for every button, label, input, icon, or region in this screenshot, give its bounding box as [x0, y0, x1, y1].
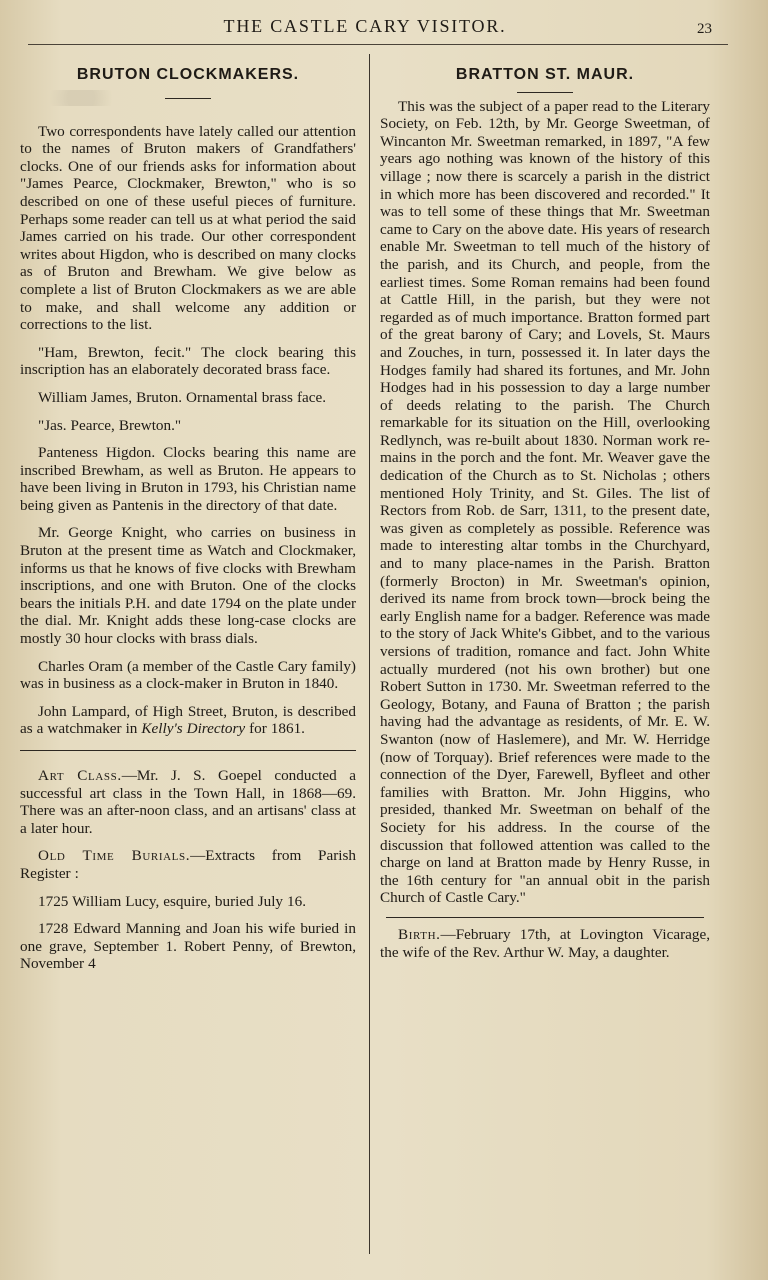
burial-entry-1728: 1728 Edward Manning and Joan his wife buried in one grave, September 1. Robert Penny, of Brewton, November 4 — [20, 920, 356, 973]
george-knight-paragraph: Mr. George Knight, who carries on business in Bruton at the present time as Watch and Clockmaker, informs us that he knows of five clocks with Brewham inscriptions, and one with Bruton. One of the clocks bears the initials P.H. and date 1794 on the plate under the dial. Mr. Knight adds these long-case clocks are mostly 30 hour clocks with brass dials. — [20, 524, 356, 648]
title-rule — [165, 98, 211, 99]
header-rule — [28, 44, 728, 45]
old-time-burials-text: —Extracts from Parish Register : — [20, 847, 356, 882]
section-rule-left — [20, 750, 356, 751]
william-james-paragraph: William James, Bruton. Ornamental brass face. — [38, 388, 327, 406]
old-time-burials-paragraph — [20, 847, 356, 882]
bratton-article-text: This was the subject of a paper read to the Literary Society, on Feb. 12th, by Mr. George Sweetman, of Wincanton Mr. Sweetman remarked, in 1897, "A few years ago nothing was known of the history of this village ; now there is scarcely a parish in the district in which more has been discovered and recorded." It was to tell some of these things that Mr. Sweetman came to Cary on the above date. His years of research enable Mr. Sweetman to tell much of the history of the parish, and its Church, and people, from the earliest times. Some Roman remains had been found at Cattle Hill, in the parish, but they were not regarded as of much importance. Bratton formed part of the great barony of Cary; and Lovels, St. Maurs and Zouches, in turn, possessed it. In later days the Hodges family had shared its fortunes, and Mr. John Hodges had in his possession to day a large number of deeds relating to the parish. The Church remarkable for its situation on the Hill, overlooking Redlynch, was re-built about 1830. Norman work re-mains in the porch and the font. Mr. Weaver gave the dedication of the Church as to St. Nicholas ; others mentioned Holy Trinity, and St. Giles. The list of Rectors from Rob. de Sarr, 1311, to the present date, was given as completely as possible. Reference was made to interesting altar tombs in the Churchyard, and to many place-names in the Parish. Bratton (formerly Brocton) in Mr. Sweetman's opinion, derived its name from brock town—brock being the early English name for a badger. Reference was made to the story of Jack White's Gibbet, and to the various versions of tradition, romance and fact. John White actually murdered (not his own brother) but one Robert Sutton in 1730. Mr. Sweetman referred to the Geology, Botany, and Fauna of Bratton ; the parish having had the advantage as residents, of Mr. E. W. Swanton (now of Haslemere), and Mr. W. Herridge (now of Torquay). Brief references were made to the connection of the Dyer, Farewell, Byfleet and other families with Bratton. Mr. John Higgins, who presided, thanked Mr. Sweetman on behalf of the Society for his address. In the course of the discussion that followed attention was called to the charge on land at Bratton made by Henry Russe, in the 16th century for "an annual obit in the parish Church of Castle Cary." — [380, 97, 710, 907]
article-title-bruton-clockmakers: BRUTON CLOCKMAKERS. — [76, 66, 300, 83]
right-column — [380, 58, 710, 969]
art-class-lead: Art Class. — [38, 767, 122, 784]
title-rule-right — [517, 92, 573, 93]
panteness-higdon-paragraph: Panteness Higdon. Clocks bearing this name are inscribed Brewham, as well as Bruton. He appears to have been living in Bruton in 1793, his Christian name being given as Pantenis in the directory of that date. — [20, 444, 356, 514]
john-lampard-paragraph — [20, 703, 356, 738]
lampard-text-before: John Lampard, of High Street, Bruton, is described as a watchmaker in — [20, 702, 356, 738]
birth-notice-paragraph — [380, 926, 710, 961]
left-column — [20, 58, 356, 983]
art-class-text: —Mr. J. S. Goepel conducted a successful art class in the Town Hall, in 1868—69. There was an after-noon class, and an artisans' class at a later hour. — [20, 767, 357, 837]
charles-oram-paragraph: Charles Oram (a member of the Castle Cary family) was in business as a clock-maker in Bruton in 1840. — [20, 657, 356, 693]
clockmakers-intro-paragraph: Two correspondents have lately called our attention to the names of Bruton makers of Grandfathers' clocks. One of our friends asks for information about "James Pearce, Clockmaker, Brewton," who is so described on one of these useful pieces of furniture. Perhaps some reader can tell us at what period the said James carried on his trade. Our other correspondent writes about Higdon, who is described on many clocks as of Bruton and Brewham. We give below as complete a list of Bruton Clockmakers as we are able to make, and shall welcome any addition or corrections to the list. — [20, 122, 356, 334]
ham-brewton-paragraph: "Ham, Brewton, fecit." The clock bearing this inscription has an elaborately decorated brass face. — [20, 343, 356, 379]
kelly-directory-title: Kelly's Directory — [141, 720, 246, 738]
lampard-text-after: for 1861. — [245, 720, 305, 738]
section-rule-right — [386, 917, 704, 918]
birth-notice-text: —February 17th, at Lovington Vicarage, the wife of the Rev. Arthur W. May, a daughter. — [380, 925, 710, 961]
page-header — [0, 14, 768, 44]
page-number: 23 — [697, 21, 712, 37]
article-title-bratton-st-maur: BRATTON ST. MAUR. — [455, 66, 635, 83]
running-title: THE CASTLE CARY VISITOR. — [223, 16, 507, 36]
column-divider — [369, 54, 370, 1254]
old-time-burials-lead: Old Time Burials. — [38, 847, 191, 865]
burial-entry-1725: 1725 William Lucy, esquire, buried July 16. — [38, 892, 307, 910]
art-class-paragraph — [20, 767, 356, 837]
birth-notice-lead: Birth. — [398, 925, 441, 943]
jas-pearce-paragraph: "Jas. Pearce, Brewton." — [38, 416, 182, 434]
